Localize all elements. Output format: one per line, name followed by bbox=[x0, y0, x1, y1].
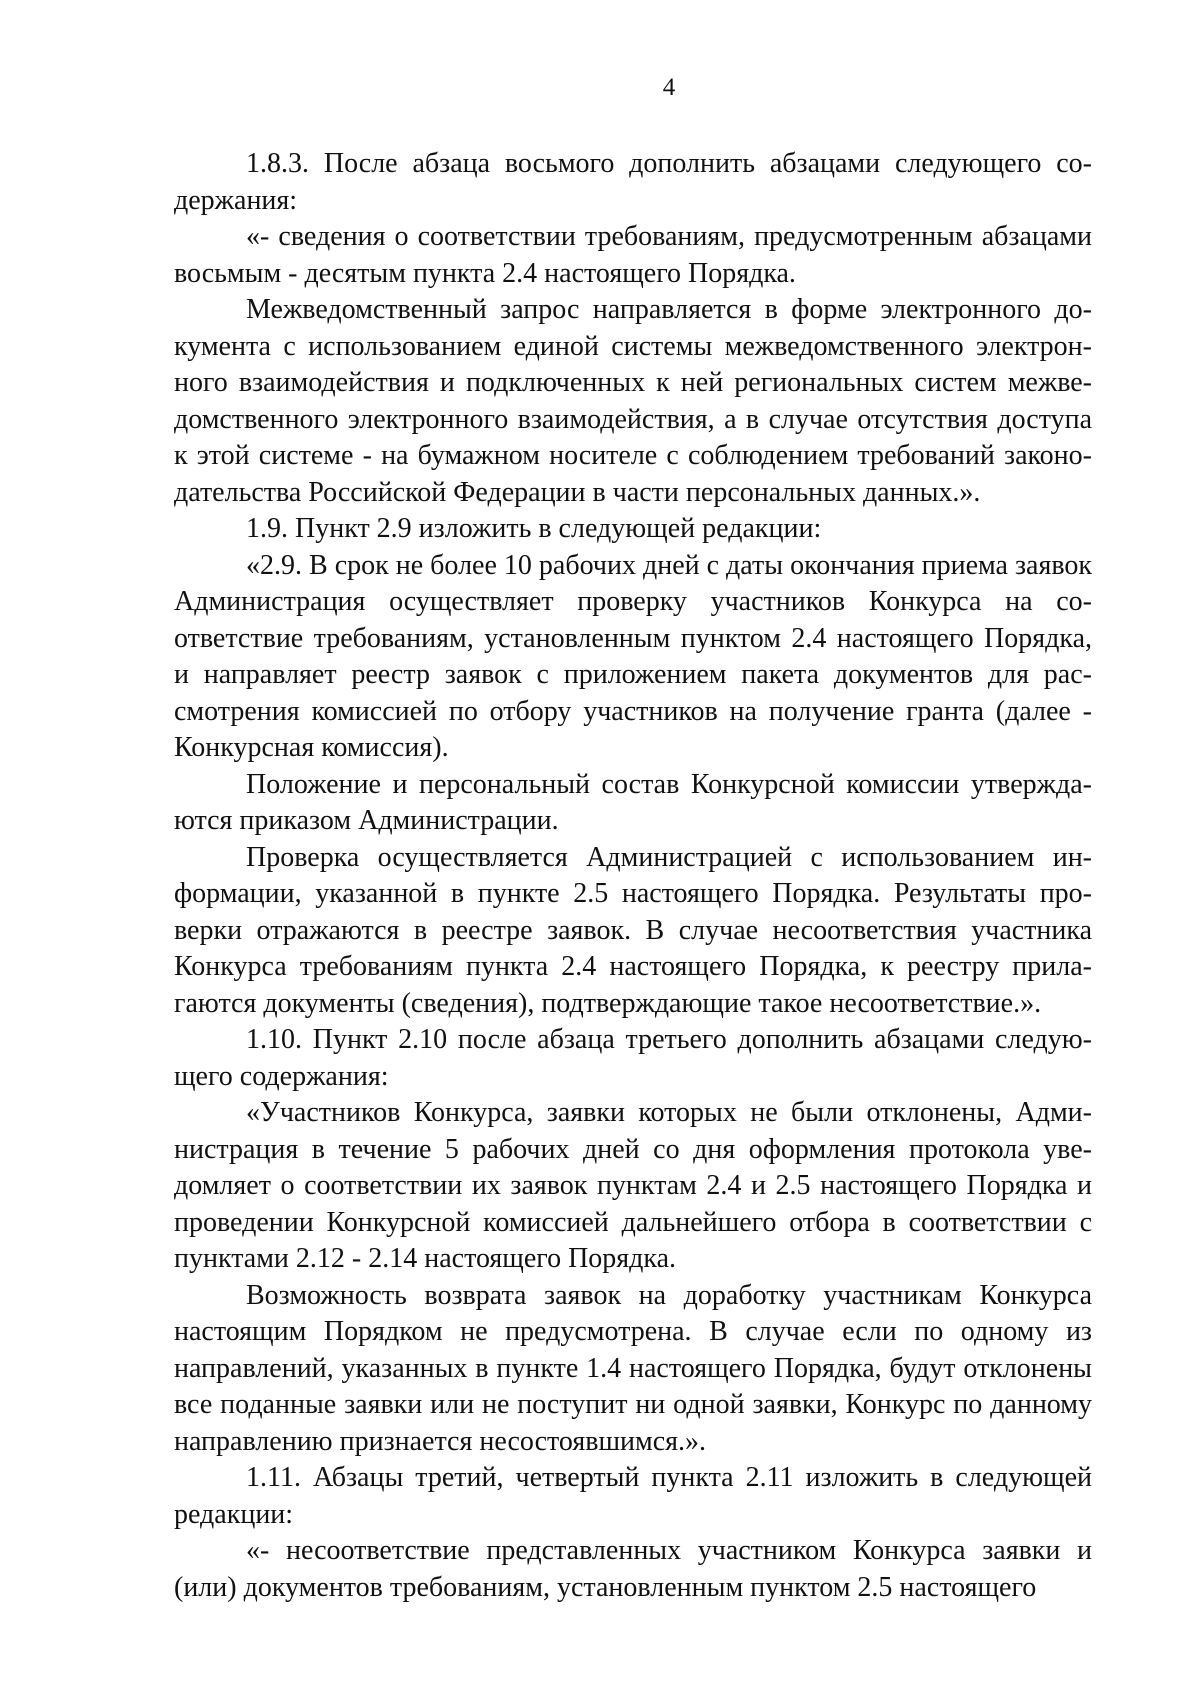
page-number: 4 bbox=[662, 74, 676, 101]
paragraph-quote-info: «- сведения о соответствии требованиям, предусмотренным абзацами восьмым - десятым пункта 2.4 настоящего Порядка. bbox=[174, 221, 1092, 289]
paragraph-interagency-request: Межведомственный запрос направляется в форме электронного документа с использованием единой системы межведомственного электронного взаимодействия и подключенных к ней региональных систем межведомственного электронного взаимодействия, а в случае отсутствия доступа к этой системе - на бумажном носителе с соблюдением требований законодательства Российской Федерации в части персональных данных.». bbox=[174, 294, 1092, 508]
paragraph-1-9: 1.9. Пункт 2.9 изложить в следующей редакции: bbox=[246, 513, 822, 544]
paragraph-commission: Положение и персональный состав Конкурсной комиссии утверждаются приказом Администрации. bbox=[174, 768, 1092, 836]
paragraph-participants: «Участников Конкурса, заявки которых не были отклонены, Администрация в течение 5 рабочих дней со дня оформления протокола уведомляет о соответствии их заявок пунктам 2.4 и 2.5 настоящего Порядка и проведении Конкурсной комиссией дальнейшего отбора в соответствии с пунктами 2.12 - 2.14 настоящего Порядка. bbox=[174, 1097, 1092, 1274]
paragraph-2-9: «2.9. В срок не более 10 рабочих дней с даты окончания приема заявок Администрация осуществляет проверку участников Конкурса на соответствие требованиям, установленным пунктом 2.4 настоящего Порядка, и направляет реестр заявок с приложением пакета документов для рассмотрения комиссией по отбору участников на получение гранта (далее - Конкурсная комиссия). bbox=[174, 549, 1092, 763]
paragraph-verification: Проверка осуществляется Администрацией с использованием информации, указанной в пункте 2.5 настоящего Порядка. Результаты проверки отражаются в реестре заявок. В случае несоответствия участника Конкурса требованиям пункта 2.4 настоящего Порядка, к реестру прилагаются документы (сведения), подтверждающие такое несоответствие.». bbox=[174, 841, 1092, 1019]
paragraph-1-11: 1.11. Абзацы третий, четвертый пункта 2.11 изложить в следующей редакции: bbox=[174, 1462, 1092, 1530]
paragraph-1-8-3: 1.8.3. После абзаца восьмого дополнить абзацами следующего содержания: bbox=[174, 148, 1092, 216]
document-body bbox=[174, 146, 1092, 1606]
paragraph-nonconformity: «- несоответствие представленных участником Конкурса заявки и (или) документов требованиям, установленным пунктом 2.5 настоящего bbox=[174, 1535, 1092, 1603]
paragraph-1-10: 1.10. Пункт 2.10 после абзаца третьего дополнить абзацами следующего содержания: bbox=[174, 1024, 1092, 1092]
paragraph-return-applications: Возможность возврата заявок на доработку участникам Конкурса настоящим Порядком не предусмотрена. В случае если по одному из направлений, указанных в пункте 1.4 настоящего Порядка, будут отклонены все поданные заявки или не поступит ни одной заявки, Конкурс по данному направлению признается несостоявшимся.». bbox=[174, 1279, 1092, 1457]
